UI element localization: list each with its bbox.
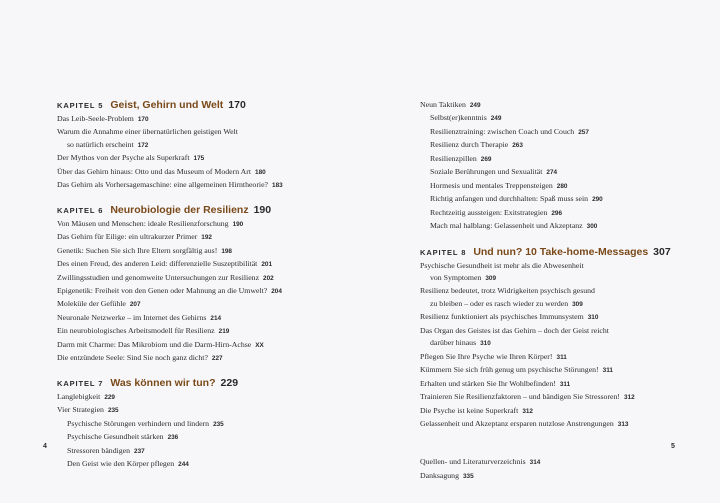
- toc-entry: Warum die Annahme einer übernatürlichen geistigen Welt: [57, 127, 238, 137]
- toc-entry: Kümmern Sie sich früh genug um psychische Störungen! 311: [420, 365, 613, 375]
- toc-entry: Psychische Störungen verhindern und lindern 235: [67, 418, 224, 428]
- toc-entry: Richtig anfangen und durchhalten: Spaß muss sein 290: [430, 194, 603, 204]
- toc-entry: zu bleiben – oder es rasch wieder zu werden 309: [430, 298, 583, 308]
- toc-entry: so natürlich erscheint 172: [67, 139, 149, 149]
- chapter-heading: [420, 246, 710, 259]
- toc-entry: Zwillingsstudien und genomweite Untersuchungen zur Resilienz 202: [57, 272, 274, 282]
- chapter-title: Und nun? 10 Take-home-Messages: [473, 245, 649, 258]
- toc-entry: Danksagung 335: [420, 470, 474, 480]
- toc-entry: Das Gehirn für Eilige: ein ultrakurzer Primer 192: [57, 232, 212, 242]
- page-number-left: 4: [43, 443, 47, 450]
- toc-entry: Ein neurobiologisches Arbeitsmodell für Resilienz 219: [57, 326, 230, 336]
- toc-entry: Epigenetik: Freiheit von den Genen oder Mahnung an die Umwelt? 204: [57, 285, 282, 295]
- toc-entry: Das Organ des Geistes ist das Gehirn – doch der Geist reicht: [420, 325, 609, 335]
- toc-entry: Langlebigkeit 229: [57, 391, 115, 401]
- chapter-label: KAPITEL 7: [57, 378, 104, 388]
- toc-entry: Resilienztraining: zwischen Coach und Couch 257: [430, 126, 589, 136]
- chapter-heading: [57, 204, 377, 217]
- toc-entry: Darm mit Charme: Das Mikrobiom und die Darm-Hirn-Achse XX: [57, 339, 264, 349]
- toc-entry: Hormesis und mentales Treppensteigen 280: [430, 180, 568, 190]
- toc-entry: Das Gehirn als Vorhersagemaschine: eine allgemeinen Hirntheorie? 183: [57, 180, 283, 190]
- toc-entry: Resilienz funktioniert als psychisches Immunsystem 310: [420, 312, 599, 322]
- toc-entry: Über das Gehirn hinaus: Otto und das Museum of Modern Art 180: [57, 166, 266, 176]
- toc-entry: Resilienz durch Therapie 263: [430, 140, 523, 150]
- chapter-title: Was können wir tun?: [110, 376, 216, 389]
- toc-entry: Resilienzpillen 269: [430, 153, 492, 163]
- chapter-page: 307: [653, 245, 671, 258]
- chapter-heading: [57, 99, 377, 112]
- toc-entry: Neun Taktiken 249: [420, 100, 481, 109]
- toc-entry: Erhalten und stärken Sie Ihr Wohlbefinden! 311: [420, 378, 571, 388]
- toc-entry: Moleküle der Gefühle 207: [57, 299, 141, 309]
- toc-entry: Des einen Freud, des anderen Leid: differenzielle Suszeptibilität 201: [57, 259, 273, 269]
- toc-right-column: [420, 99, 710, 483]
- toc-entry: Neuronale Netzwerke – im Internet des Gehirns 214: [57, 312, 222, 322]
- toc-entry: Gelassenheit und Akzeptanz ersparen nutzlose Anstrengungen 313: [420, 418, 629, 428]
- chapter-label: KAPITEL 8: [420, 247, 467, 257]
- chapter-heading: [57, 377, 377, 390]
- toc-entry: Psychische Gesundheit stärken 236: [67, 432, 179, 442]
- toc-entry: darüber hinaus 310: [430, 338, 491, 348]
- toc-entry: Die entzündete Seele: Sind Sie noch ganz dicht? 227: [57, 353, 223, 363]
- toc-entry: Der Mythos von der Psyche als Superkraft 175: [57, 153, 205, 163]
- toc-entry: Den Geist wie den Körper pflegen 244: [67, 458, 189, 468]
- chapter-title: Neurobiologie der Resilienz: [110, 203, 249, 216]
- toc-entry: Selbst(er)kenntnis 249: [430, 113, 502, 123]
- toc-entry: Soziale Berührungen und Sexualität 274: [430, 167, 558, 177]
- chapter-page: 170: [228, 99, 246, 111]
- toc-entry: von Symptomen 309: [430, 272, 497, 282]
- toc-entry: Psychische Gesundheit ist mehr als die Abwesenheit: [420, 260, 584, 270]
- toc-entry: Von Mäusen und Menschen: ideale Resilienzforschung 190: [57, 218, 244, 228]
- toc-entry: Genetik: Suchen Sie sich Ihre Eltern sorgfältig aus! 198: [57, 245, 232, 255]
- chapter-page: 229: [220, 376, 239, 389]
- toc-entry: Resilienz bedeutet, trotz Widrigkeiten psychisch gesund: [420, 286, 595, 296]
- toc-entry: Das Leib-Seele-Problem 170: [57, 114, 149, 123]
- toc-entry: Vier Strategien 235: [57, 405, 119, 415]
- chapter-label: KAPITEL 6: [57, 205, 104, 215]
- chapter-title: Geist, Gehirn und Welt: [110, 99, 224, 111]
- chapter-label: KAPITEL 5: [57, 101, 104, 110]
- toc-entry: Pflegen Sie Ihre Psyche wie Ihren Körper! 311: [420, 351, 567, 361]
- toc-entry: Stressoren bändigen 237: [67, 445, 145, 455]
- toc-entry: Die Psyche ist keine Superkraft 312: [420, 405, 533, 415]
- toc-entry: Trainieren Sie Resilienzfaktoren – und bändigen Sie Stressoren! 312: [420, 392, 635, 402]
- page-number-right: 5: [671, 443, 675, 450]
- toc-entry: Quellen- und Literaturverzeichnis 314: [420, 457, 541, 467]
- toc-entry: Rechtzeitig aussteigen: Exitstrategien 296: [430, 207, 563, 217]
- toc-entry: Mach mal halblang: Gelassenheit und Akzeptanz 300: [430, 221, 598, 231]
- chapter-page: 190: [253, 203, 272, 216]
- toc-left-column: [57, 99, 377, 471]
